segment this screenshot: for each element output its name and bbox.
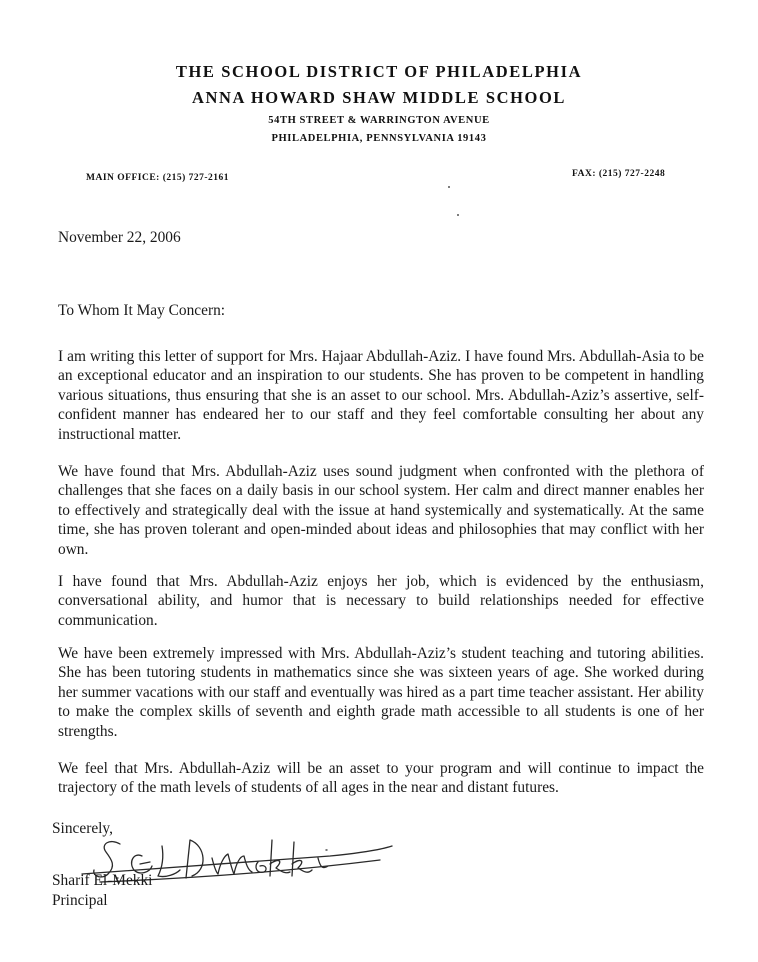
paragraph-4: We have been extremely impressed with Mrs. Abdullah-Aziz’s student teaching and tutoring abilities. She has been tutoring students in mathematics since she was sixteen years of age. She worked during her summer vacations with our staff and eventually was hired as a part time teacher assistant. Her ability to make the complex skills of seventh and eighth grade math accessible to all students is one of her strengths.	[58, 645, 704, 740]
school-name: ANNA HOWARD SHAW MIDDLE SCHOOL	[191, 88, 567, 107]
city-address: PHILADELPHIA, PENNSYLVANIA 19143	[271, 133, 487, 144]
scan-speck	[457, 214, 459, 216]
closing: Sincerely,	[52, 820, 113, 837]
paragraph-2: We have found that Mrs. Abdullah-Aziz uses sound judgment when confronted with the plethora of challenges that she faces on a daily basis in our school system. Her calm and direct manner enables her to effectively and strategically deal with the issue at hand systemically and systematically. At the same time, she has proven tolerant and open-minded about ideas and philosophies that may conflict with her own.	[58, 463, 704, 558]
district-name: THE SCHOOL DISTRICT OF PHILADELPHIA	[175, 62, 583, 81]
fax-number: FAX: (215) 727-2248	[572, 169, 666, 179]
paragraph-3: I have found that Mrs. Abdullah-Aziz enjoys her job, which is evidenced by the enthusiasm, conversational ability, and humor that is necessary to build relationships needed for effective communication.	[58, 573, 704, 629]
main-office-phone: MAIN OFFICE: (215) 727-2161	[86, 173, 230, 183]
scan-speck	[448, 186, 450, 188]
paragraph-1: I am writing this letter of support for Mrs. Hajaar Abdullah-Aziz. I have found Mrs. Abdullah-Asia to be an exceptional educator and an inspiration to our students. She has proven to be competent in handling various situations, thus ensuring that she is an asset to our school. Mrs. Abdullah-Aziz’s assertive, self-confident manner has endeared her to our staff and they feel comfortable consulting her about any instructional matter.	[58, 348, 704, 443]
street-address: 54TH STREET & WARRINGTON AVENUE	[268, 115, 490, 126]
letter-date: November 22, 2006	[58, 229, 181, 246]
paragraph-5: We feel that Mrs. Abdullah-Aziz will be an asset to your program and will continue to impact the trajectory of the math levels of students of all ages in the near and distant futures.	[58, 760, 704, 797]
signer-title: Principal	[52, 892, 108, 909]
salutation: To Whom It May Concern:	[58, 302, 226, 319]
signer-name: Sharif El-Mekki	[52, 872, 153, 889]
